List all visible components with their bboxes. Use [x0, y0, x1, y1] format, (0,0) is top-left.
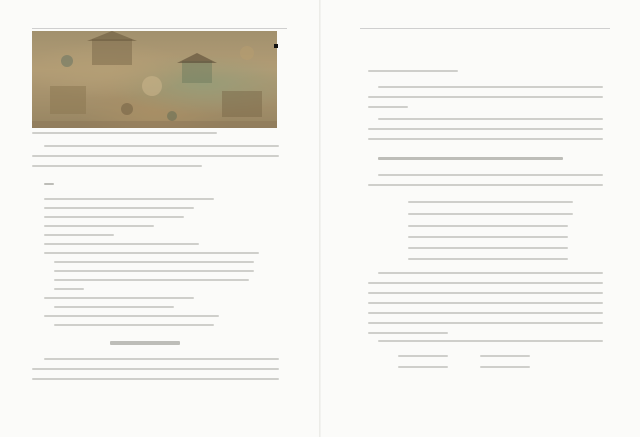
- text-line: [368, 70, 458, 72]
- text-line: [32, 378, 279, 380]
- text-line: [378, 86, 603, 88]
- text-line: [378, 340, 603, 342]
- text-line: [368, 292, 603, 294]
- option-item: [480, 366, 530, 368]
- text-line: [32, 368, 279, 370]
- note-line: [44, 207, 194, 209]
- right-header-rule: [360, 28, 610, 29]
- notes-heading-line: [44, 183, 54, 185]
- note-line: [54, 261, 254, 263]
- option-item: [398, 355, 448, 357]
- note-line: [54, 306, 174, 308]
- text-line: [32, 165, 202, 167]
- text-line: [368, 332, 448, 334]
- text-line: [368, 312, 603, 314]
- note-line: [44, 252, 259, 254]
- mural-figure-image: [32, 31, 277, 128]
- figure-caption-line: [32, 132, 217, 134]
- text-line: [368, 184, 603, 186]
- text-line: [368, 96, 603, 98]
- note-line: [44, 198, 214, 200]
- cave-list-row: [408, 201, 573, 203]
- text-line: [368, 322, 603, 324]
- note-line: [44, 234, 114, 236]
- crop-marker: [274, 44, 278, 48]
- note-line: [44, 243, 199, 245]
- option-item: [398, 366, 448, 368]
- text-line: [368, 302, 603, 304]
- option-item: [480, 355, 530, 357]
- spine-gutter: [319, 0, 321, 437]
- note-line: [54, 324, 214, 326]
- left-header-rule: [32, 28, 287, 29]
- note-line: [54, 288, 84, 290]
- text-line: [32, 155, 279, 157]
- text-line: [368, 128, 603, 130]
- text-line: [368, 138, 603, 140]
- cave-list-row: [408, 225, 568, 227]
- note-line: [54, 279, 249, 281]
- left-section-title-line: [110, 341, 180, 345]
- text-line: [44, 145, 279, 147]
- note-line: [44, 216, 184, 218]
- text-line: [378, 118, 603, 120]
- right-section-title-line: [378, 157, 563, 160]
- cave-list-row: [408, 247, 568, 249]
- text-line: [368, 282, 603, 284]
- mural-figure-drawing: [32, 31, 277, 128]
- text-line: [378, 272, 603, 274]
- text-line: [44, 358, 279, 360]
- cave-list-row: [408, 258, 568, 260]
- note-line: [54, 270, 254, 272]
- cave-list-row: [408, 236, 568, 238]
- note-line: [44, 315, 219, 317]
- text-line: [378, 174, 603, 176]
- cave-list-row: [408, 213, 573, 215]
- note-line: [44, 297, 194, 299]
- note-line: [44, 225, 154, 227]
- text-line: [368, 106, 408, 108]
